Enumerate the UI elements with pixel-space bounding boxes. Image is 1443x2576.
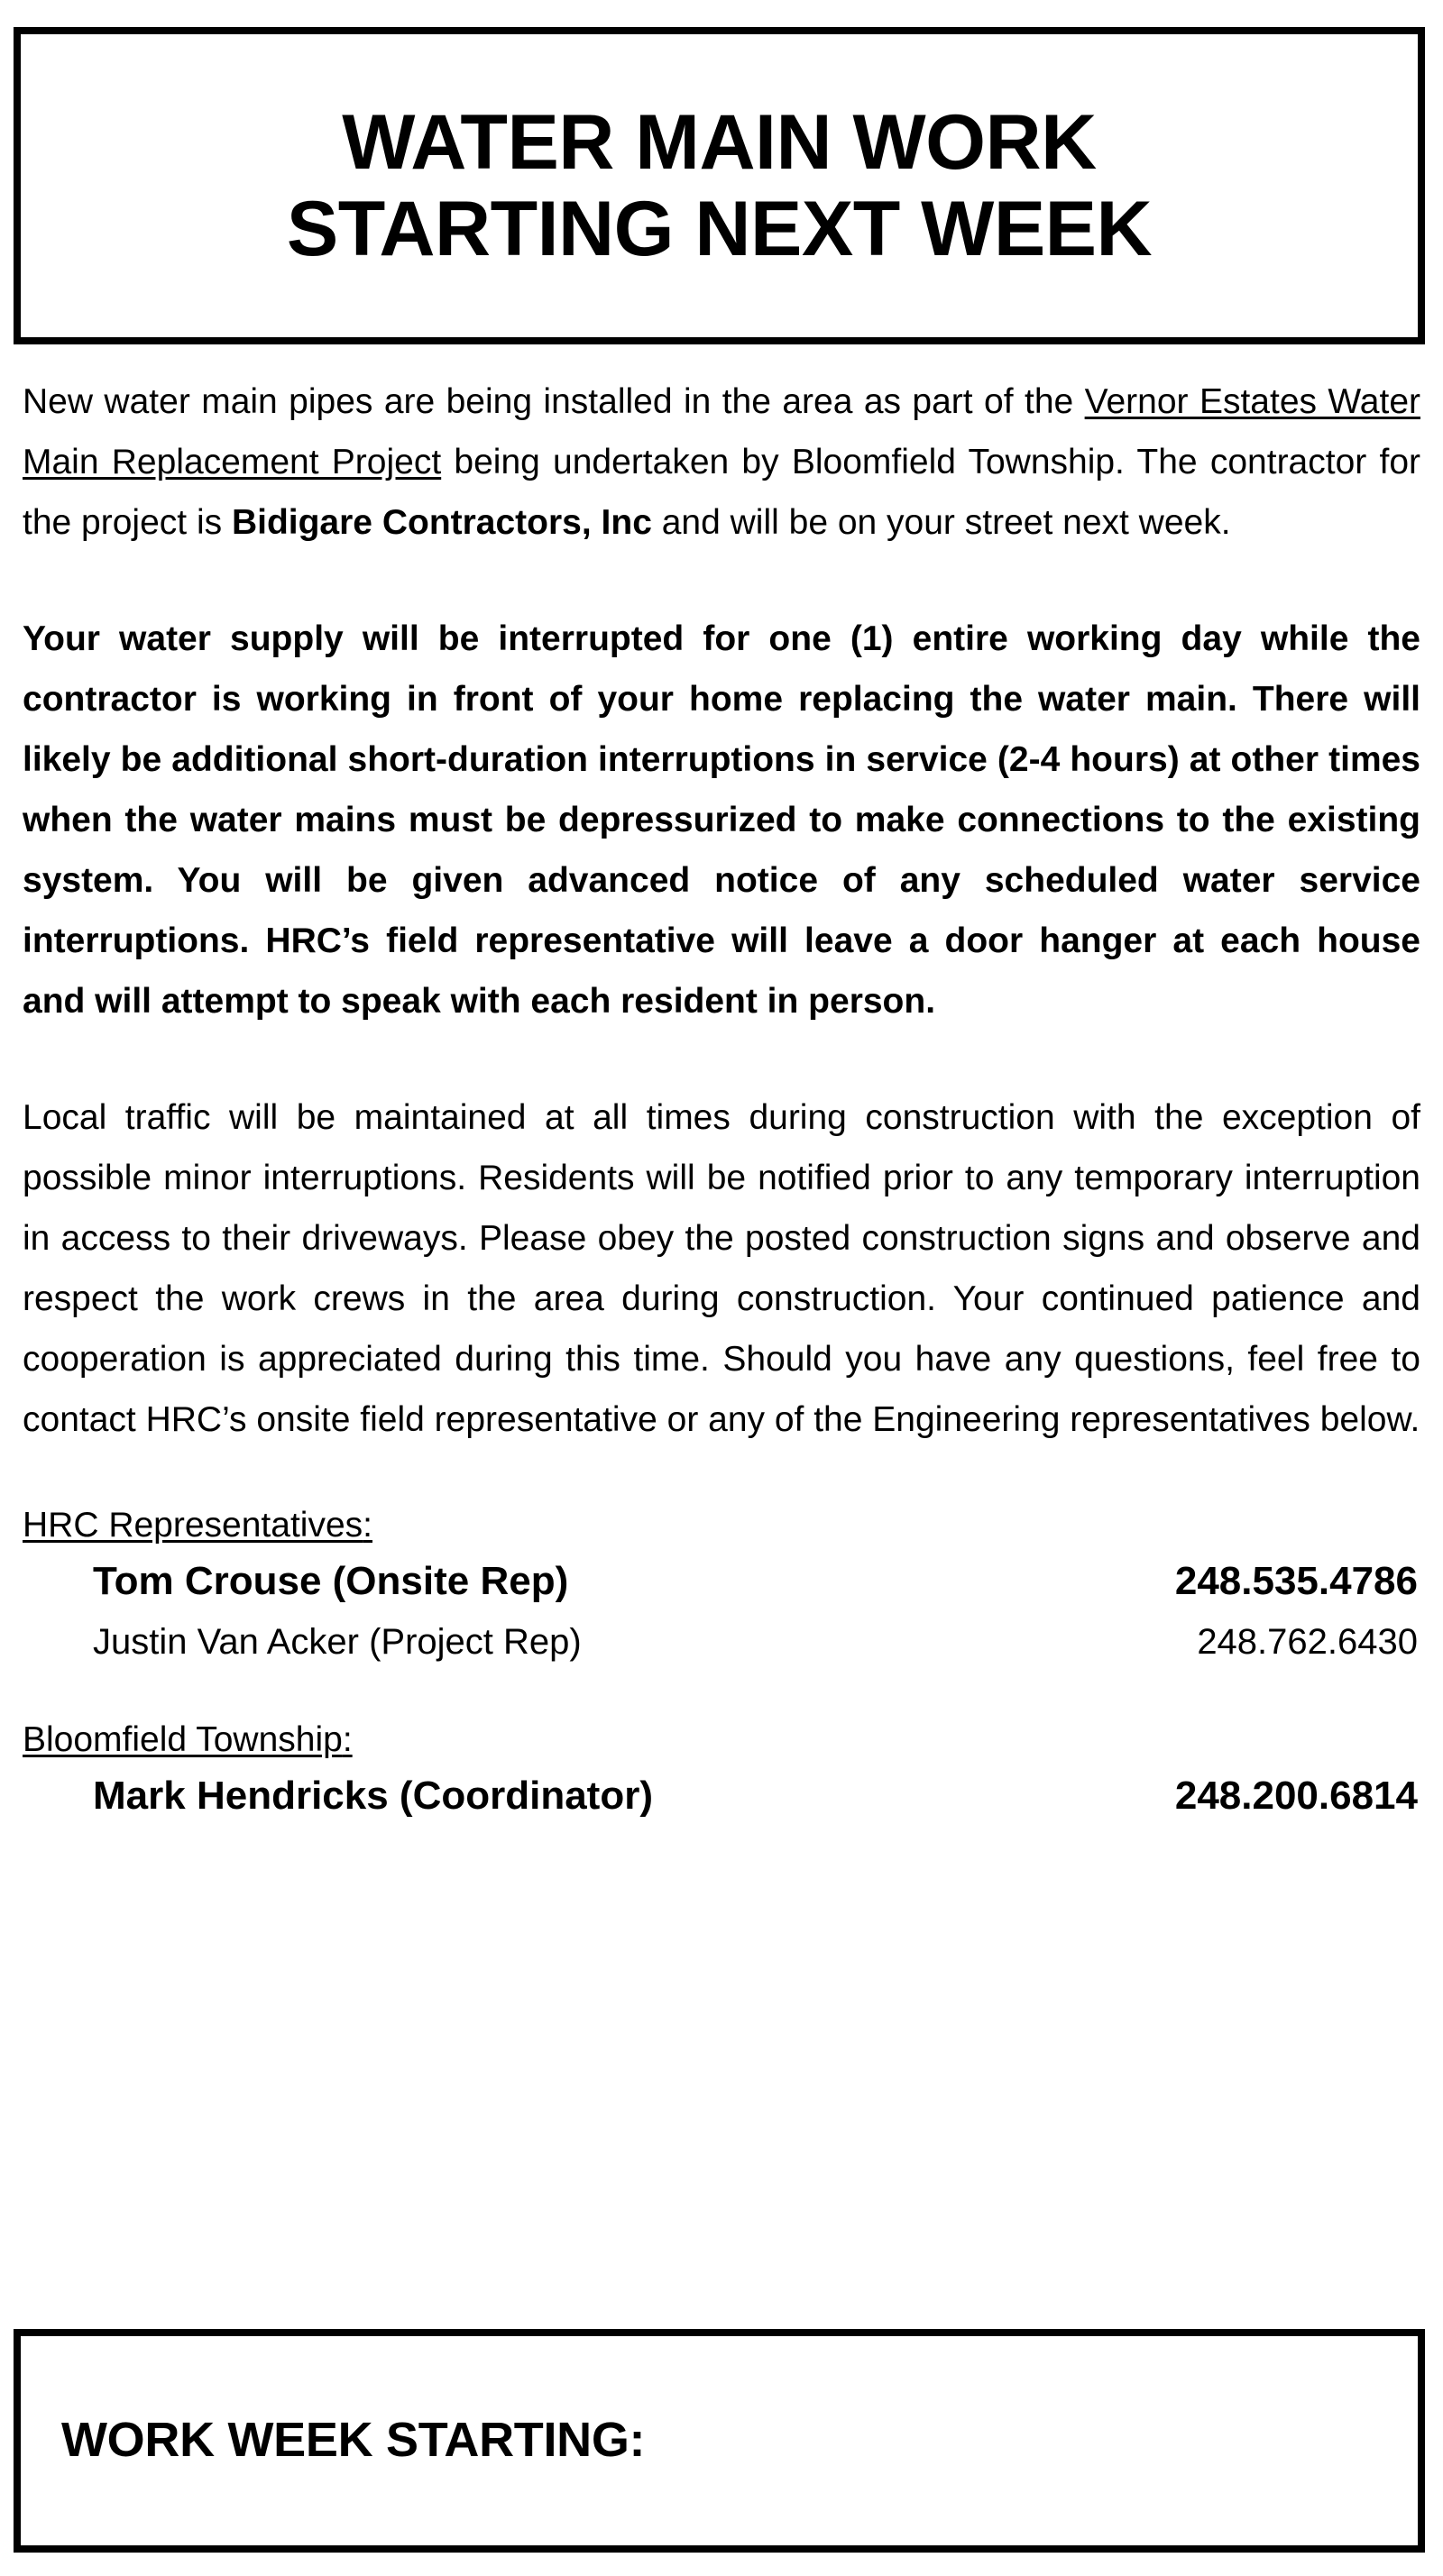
contact-heading-township-colon: : [342,1720,353,1759]
project-name-underlined: Vernor Estates Water Main Replacement Project [23,382,1420,481]
contact-heading-hrc [23,1500,372,1551]
paragraph-intro-text-b: being undertaken by Bloomfield Township. The contractor for the project is [23,443,1420,542]
contact-group-hrc [23,1500,1420,1672]
paragraph-water-interruption: Your water supply will be interrupted for one (1) entire working day while the contractor is working in front of your home replacing the water main. There will likely be additional short-duration interruptions in service (2-4 hours) at other times when the water mains must be depressurized to make connections to the existing system. You will be given advanced notice of any scheduled water service interruptions. HRC’s field representative will leave a door hanger at each house and will attempt to speak with each resident in person. [23,619,1420,1021]
contact-row-mark-hendricks [23,1765,1420,1827]
paragraph-spacer-2 [23,1031,1420,1087]
paragraph-intro-text-a: New water main pipes are being installed in the area as part of the [23,382,1085,421]
contact-name-tom-crouse: Tom Crouse (Onsite Rep) [93,1559,569,1603]
body-content [23,371,1420,1827]
contact-row-justin-van-acker [23,1612,1420,1672]
contact-phone-tom-crouse[interactable]: 248.535.4786 [1174,1559,1418,1603]
contact-heading-township-label: Bloomfield Township [23,1720,343,1759]
contact-row-tom-crouse [23,1551,1420,1612]
paragraph-traffic-and-contact: Local traffic will be maintained at all times during construction with the exception of possible minor interruptions. Residents will be notified prior to any temporary interruption in access to their driveways. Please obey the posted construction signs and observe and respect the work crews in the area during construction. Your continued patience and cooperation is appreciated during this time. Should you have any questions, feel free to contact HRC’s onsite field representative or any of the Engineering representatives below. [23,1098,1420,1439]
header-banner-box [14,27,1425,344]
paragraph-intro [23,371,1420,553]
paragraph-intro-text-c: and will be on your street next week. [651,503,1231,542]
contact-group-township [23,1715,1420,1827]
contact-phone-justin-van-acker[interactable]: 248.762.6430 [1197,1622,1418,1662]
contact-heading-township [23,1715,353,1765]
contacts-section [23,1500,1420,1827]
contractor-name-bold: Bidigare Contractors, Inc [231,503,652,542]
contact-name-mark-hendricks: Mark Hendricks (Coordinator) [93,1774,653,1818]
header-title-line-2: STARTING NEXT WEEK [286,186,1153,272]
work-week-starting-label: WORK WEEK STARTING: [61,2413,646,2468]
work-week-box [14,2329,1425,2553]
contact-name-justin-van-acker: Justin Van Acker (Project Rep) [93,1622,582,1662]
contact-phone-mark-hendricks[interactable]: 248.200.6814 [1174,1774,1418,1818]
paragraph-spacer-1 [23,553,1420,609]
contact-heading-hrc-label: HRC Representatives [23,1506,363,1545]
contact-heading-hrc-colon: : [363,1506,372,1545]
header-title-line-1: WATER MAIN WORK [342,98,1097,186]
